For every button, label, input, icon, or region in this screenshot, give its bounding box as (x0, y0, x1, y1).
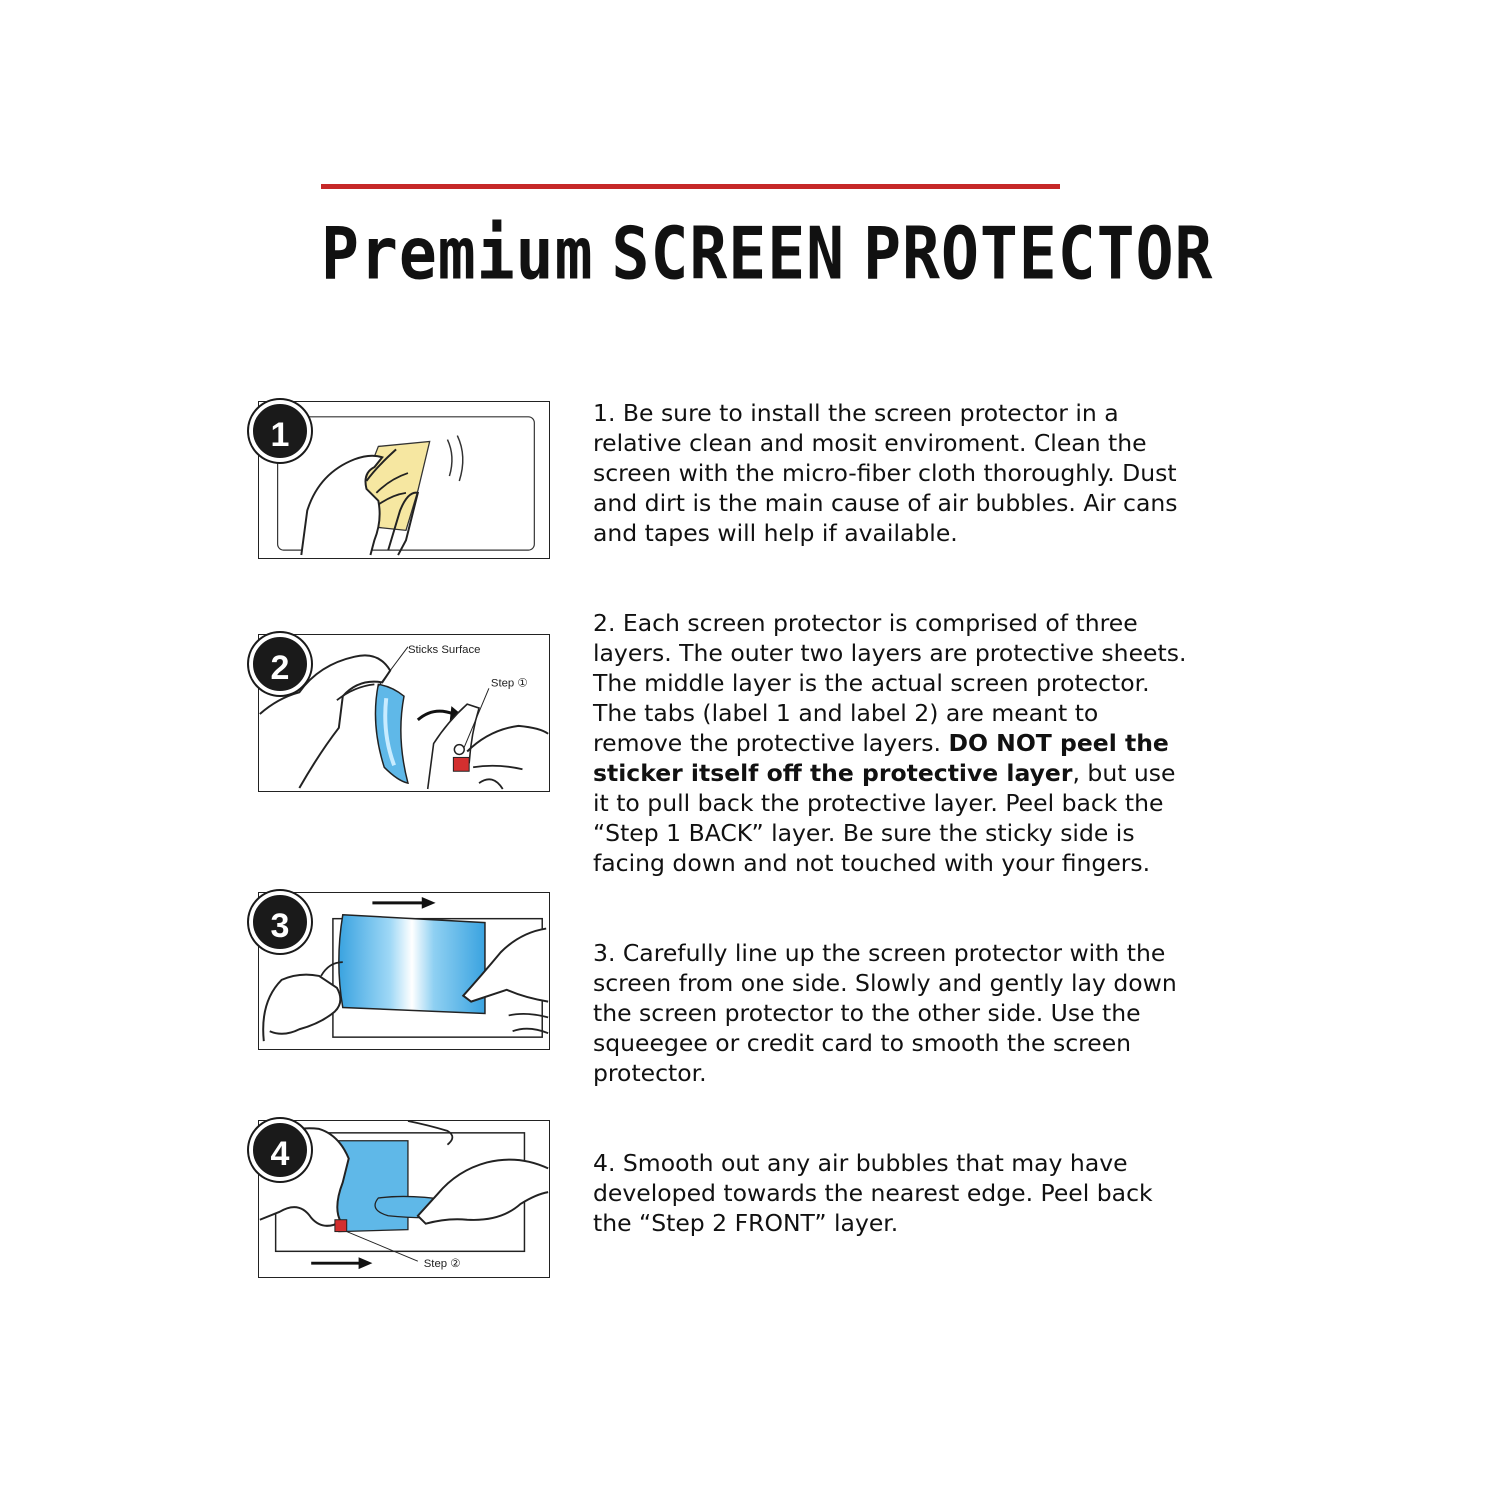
step-2-badge: 2 (249, 633, 311, 695)
accent-rule (321, 184, 1060, 189)
step-2-text-part1: 2. Each screen protector is comprised of three layers. The outer two layers are protective sheets. The middle layer is the actual screen protector. The tabs (label 1 and label 2) are meant to remove the protective layers. (593, 609, 1187, 757)
step-2-illustration (258, 634, 550, 792)
step-2-warning: DO NOT peel the sticker itself off the protective layer (593, 729, 1169, 787)
step-3-text: 3. Carefully line up the screen protector with the screen from one side. Slowly and gently lay down the screen protector to the other side. Use the squeegee or credit card to smooth the screen protector. (593, 939, 1177, 1087)
step-4-badge: 4 (249, 1119, 311, 1181)
sticks-surface-label: Sticks Surface (407, 643, 481, 656)
step-1-illustration (258, 401, 550, 559)
title-part-premium: Premium (321, 211, 594, 296)
step-3-illustration (258, 892, 550, 1050)
step-1-text: 1. Be sure to install the screen protector in a relative clean and mosit enviroment. Clean the screen with the micro-fiber cloth thoroughly. Dust and dirt is the main cause of air bubbles. Air cans and tapes will help if available. (593, 399, 1178, 547)
title-part-screen: SCREEN (611, 211, 846, 296)
step-2-text-part2: , but use it to pull back the protective layer. Peel back the “Step 1 BACK” layer. Be sure the sticky side is facing down and not touched with your fingers. (593, 759, 1176, 877)
step-1-badge: 1 (249, 400, 311, 462)
title-part-protector: PROTECTOR (863, 211, 1214, 296)
step-two-label: Step ② (423, 1258, 461, 1271)
step-3-badge: 3 (249, 891, 311, 953)
step-4-illustration (258, 1120, 550, 1278)
step-2-text (593, 608, 1193, 878)
step-one-label: Step ① (490, 677, 528, 690)
page-title (321, 205, 1214, 303)
step-4-text: 4. Smooth out any air bubbles that may have developed towards the nearest edge. Peel back the “Step 2 FRONT” layer. (593, 1149, 1153, 1237)
